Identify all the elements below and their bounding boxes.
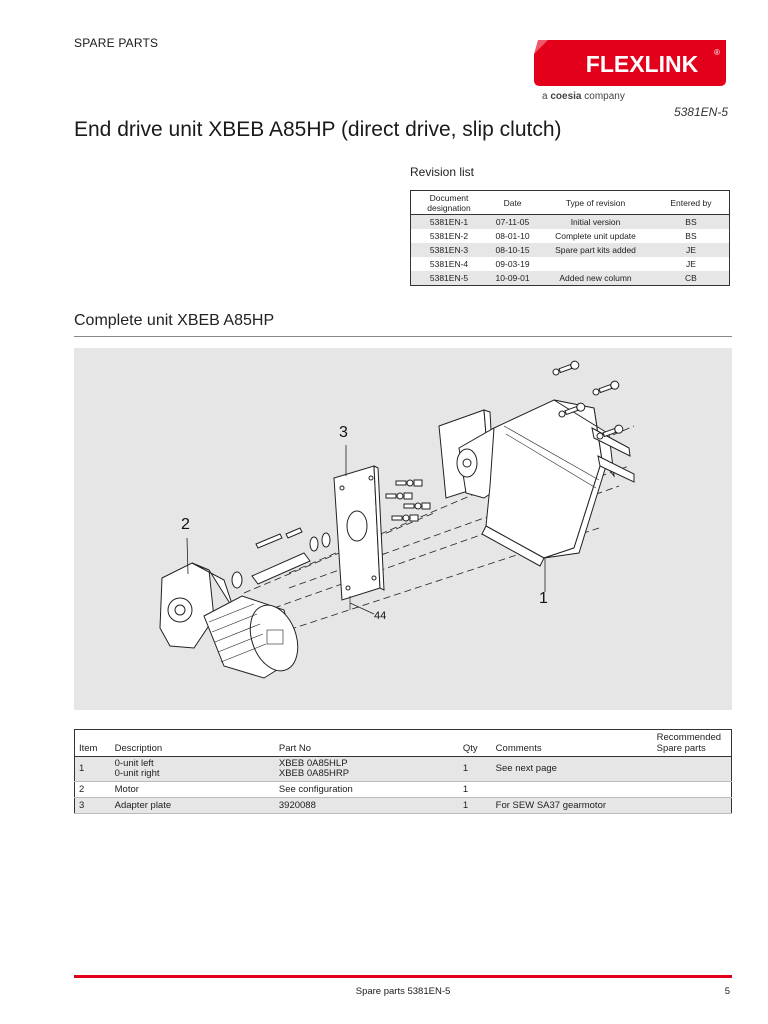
footer-document-label: Spare parts 5381EN-5	[355, 986, 451, 997]
callout-item-3: 3	[339, 424, 348, 441]
revision-date: 08-01-10	[495, 231, 530, 241]
parts-item: 1	[75, 757, 111, 782]
callout-item-2: 2	[181, 516, 190, 533]
revision-doc: 5381EN-1	[411, 215, 488, 230]
revision-row	[411, 215, 730, 230]
parts-table	[74, 729, 732, 814]
section-heading: Complete unit XBEB A85HP	[74, 312, 275, 329]
revision-by: BS	[685, 231, 697, 241]
exploded-view-drawing	[74, 348, 732, 710]
parts-description: Motor	[111, 782, 275, 798]
plate-bolts	[386, 480, 430, 521]
revision-date: 08-10-15	[487, 243, 538, 257]
document-code: 5381EN-5	[673, 105, 728, 119]
revision-by: JE	[653, 243, 730, 257]
parts-col-item: Item	[75, 730, 111, 757]
revision-date: 07-11-05	[487, 215, 538, 230]
parts-col-qty: Qty	[459, 730, 492, 757]
parts-row	[75, 757, 732, 782]
footer-rule	[74, 975, 732, 978]
parts-description: 0-unit left 0-unit right	[111, 757, 275, 782]
revision-row	[411, 229, 730, 243]
flexlink-logo	[530, 38, 730, 108]
revision-date: 10-09-01	[487, 271, 538, 286]
adapter-plate	[334, 466, 384, 614]
parts-qty: 1	[459, 798, 492, 814]
revision-col-date: Date	[487, 191, 538, 215]
parts-recommended	[653, 782, 732, 798]
revision-type: Complete unit update	[555, 231, 636, 241]
revision-by: BS	[653, 215, 730, 230]
callout-dimension-44: 44	[374, 610, 387, 622]
revision-col-entered-by: Entered by	[653, 191, 730, 215]
revision-type	[538, 257, 653, 271]
revision-row	[411, 257, 730, 271]
revision-list-heading: Revision list	[410, 165, 475, 179]
revision-by: CB	[653, 271, 730, 286]
logo-wordmark: FLEXLINK	[585, 51, 699, 77]
parts-col-comments: Comments	[492, 730, 653, 757]
parts-description: Adapter plate	[111, 798, 275, 814]
revision-doc: 5381EN-3	[411, 243, 488, 257]
page-title: End drive unit XBEB A85HP (direct drive, slip clutch)	[74, 118, 562, 141]
parts-qty: 1	[459, 757, 492, 782]
revision-row	[411, 243, 730, 257]
logo-badge	[530, 38, 730, 88]
revision-type: Added new column	[538, 271, 653, 286]
revision-col-type: Type of revision	[538, 191, 653, 215]
revision-doc: 5381EN-5	[411, 271, 488, 286]
parts-recommended	[653, 798, 732, 814]
callout-item-1: 1	[539, 590, 548, 607]
parts-col-part-no: Part No	[275, 730, 459, 757]
revision-type: Spare part kits added	[538, 243, 653, 257]
revision-doc: 5381EN-4	[429, 259, 469, 269]
parts-item: 3	[75, 798, 111, 814]
parts-part-no: See configuration	[275, 782, 459, 798]
parts-comments	[492, 782, 653, 798]
parts-part-no: 3920088	[275, 798, 459, 814]
end-drive-unit	[439, 400, 634, 566]
parts-row	[75, 782, 732, 798]
parts-recommended	[653, 757, 732, 782]
logo-tagline: a coesia company	[542, 91, 625, 102]
footer-page-number: 5	[724, 986, 730, 997]
parts-part-no: XBEB 0A85HLP XBEB 0A85HRP	[275, 757, 459, 782]
parts-col-description: Description	[111, 730, 275, 757]
parts-item: 2	[75, 782, 111, 798]
revision-type: Initial version	[538, 215, 653, 230]
parts-col-recommended: Recommended Spare parts	[653, 730, 732, 757]
section-divider	[74, 336, 732, 337]
revision-date: 09-03-19	[495, 259, 530, 269]
revision-by: JE	[686, 259, 696, 269]
parts-header-row	[75, 730, 732, 757]
parts-qty: 1	[459, 782, 492, 798]
parts-comments: See next page	[492, 757, 653, 782]
revision-row	[411, 271, 730, 286]
parts-comments: For SEW SA37 gearmotor	[492, 798, 653, 814]
parts-row	[75, 798, 732, 814]
revision-header-row	[411, 191, 730, 215]
revision-doc: 5381EN-2	[429, 231, 469, 241]
exploded-view-figure	[74, 348, 732, 710]
logo-registered-mark: ®	[714, 48, 720, 57]
shaft-and-keys	[232, 528, 330, 588]
revision-col-document: Document designation	[411, 191, 488, 215]
section-label: SPARE PARTS	[74, 36, 159, 50]
revision-table	[410, 190, 730, 286]
